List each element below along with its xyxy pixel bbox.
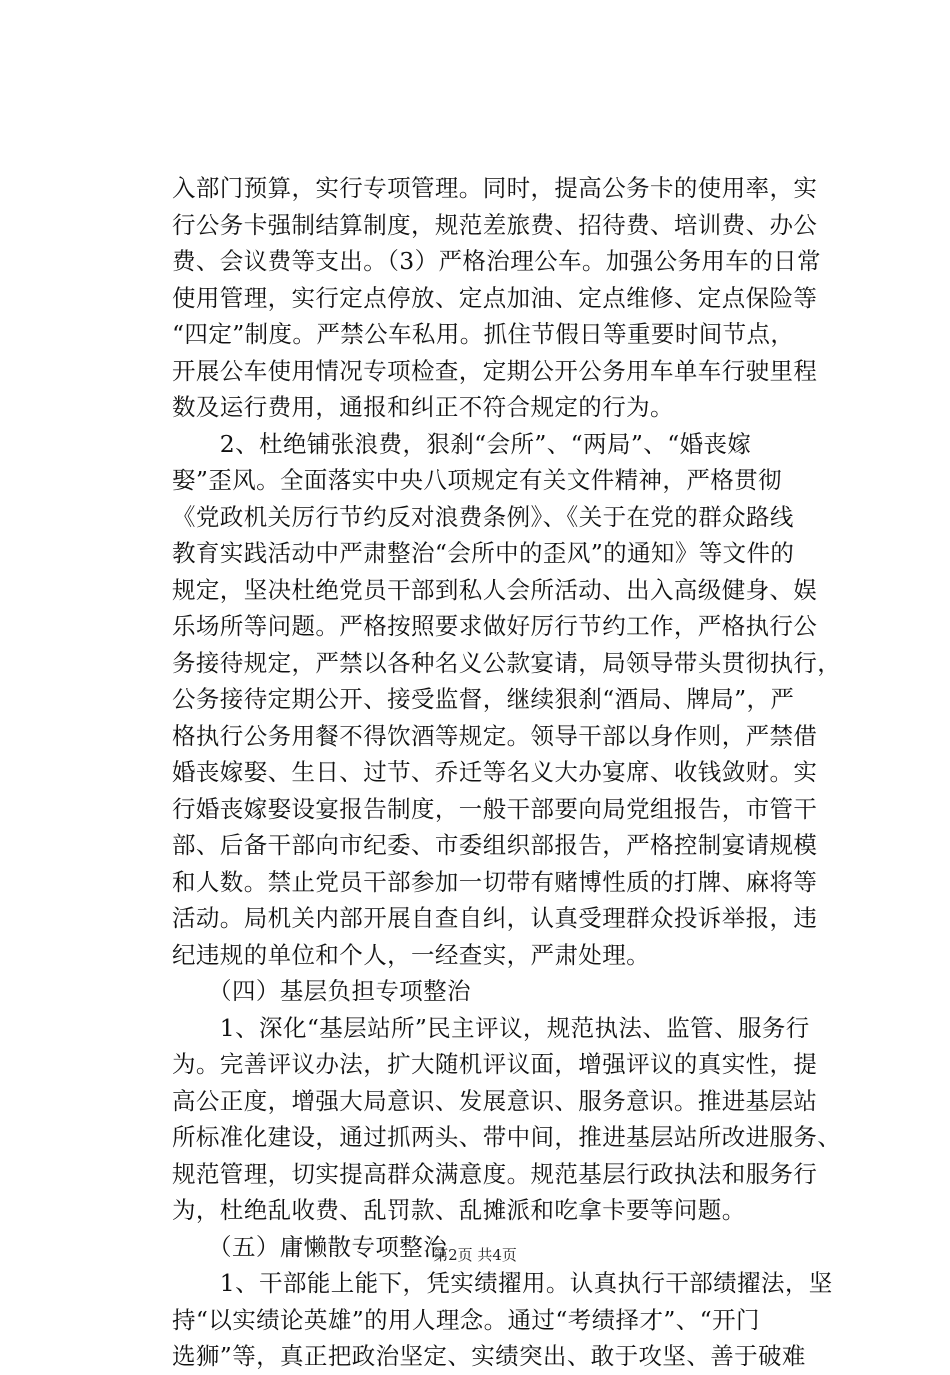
text-line: 乐场所等问题。严格按照要求做好厉行节约工作，严格执行公	[172, 612, 818, 640]
section-heading: （五）庸懒散专项整治	[172, 1232, 448, 1261]
text-line: 使用管理，实行定点停放、定点加油、定点维修、定点保险等	[172, 283, 818, 312]
text-line: 行婚丧嫁娶设宴报告制度，一般干部要向局党组报告，市管干	[172, 794, 818, 823]
text-line: 《党政机关厉行节约反对浪费条例》、《关于在党的群众路线	[172, 502, 794, 531]
text-line: 格执行公务用餐不得饮酒等规定。领导干部以身作则，严禁借	[172, 721, 818, 750]
text-line: 高公正度，增强大局意识、发展意识、服务意识。推进基层站	[172, 1086, 818, 1115]
text-line: 行公务卡强制结算制度，规范差旅费、招待费、培训费、办公	[172, 210, 818, 239]
text-line: 1、深化“基层站所”民主评议，规范执法、监管、服务行	[172, 1013, 810, 1042]
section-heading: （四）基层负担专项整治	[172, 977, 471, 1005]
text-line: 持“以实绩论英雄”的用人理念。通过“考绩择才”、“开门	[172, 1305, 760, 1334]
text-line: 为。完善评议办法，扩大随机评议面，增强评议的真实性，提	[172, 1050, 818, 1078]
text-line: 2、杜绝铺张浪费，狠刹“会所”、“两局”、“婚丧嫁	[172, 429, 752, 458]
text-line: 数及运行费用，通报和纠正不符合规定的行为。	[172, 393, 674, 421]
text-line: 入部门预算，实行专项管理。同时，提高公务卡的使用率，实	[172, 174, 818, 202]
text-line: 为，杜绝乱收费、乱罚款、乱摊派和吃拿卡要等问题。	[172, 1196, 746, 1224]
page-number-footer: 第2页 共4页	[433, 1246, 517, 1264]
text-line: 务接待规定，严禁以各种名义公款宴请，局领导带头贯彻执行，	[172, 648, 842, 677]
text-line: “四定”制度。严禁公车私用。抓住节假日等重要时间节点，	[172, 320, 795, 348]
body-text	[172, 170, 842, 1375]
text-line: 规范管理，切实提高群众满意度。规范基层行政执法和服务行	[172, 1159, 818, 1188]
text-line: 公务接待定期公开、接受监督，继续狠刹“酒局、牌局”，严	[172, 685, 795, 713]
text-line: 纪违规的单位和个人，一经查实，严肃处理。	[172, 940, 650, 969]
text-line: 1、干部能上能下，凭实绩擢用。认真执行干部绩擢法，坚	[172, 1269, 833, 1297]
text-line: 费、会议费等支出。（3）严格治理公车。加强公务用车的日常	[172, 247, 821, 275]
text-line: 开展公车使用情况专项检查，定期公开公务用车单车行驶里程	[172, 356, 818, 385]
text-line: 教育实践活动中严肃整治“会所中的歪风”的通知》等文件的	[172, 539, 795, 567]
text-line: 规定，坚决杜绝党员干部到私人会所活动、出入高级健身、娱	[172, 575, 818, 604]
text-line: 和人数。禁止党员干部参加一切带有赌博性质的打牌、麻将等	[172, 867, 818, 896]
text-line: 娶”歪风。全面落实中央八项规定有关文件精神，严格贯彻	[172, 466, 782, 494]
text-line: 部、后备干部向市纪委、市委组织部报告，严格控制宴请规模	[172, 831, 818, 859]
text-line: 活动。局机关内部开展自查自纠，认真受理群众投诉举报，违	[172, 904, 818, 932]
text-line: 所标准化建设，通过抓两头、带中间，推进基层站所改进服务、	[172, 1123, 842, 1151]
text-line: 选狮”等，真正把政治坚定、实绩突出、敢于攻坚、善于破难	[172, 1342, 806, 1370]
text-line: 婚丧嫁娶、生日、过节、乔迁等名义大办宴席、收钱敛财。实	[172, 758, 818, 786]
